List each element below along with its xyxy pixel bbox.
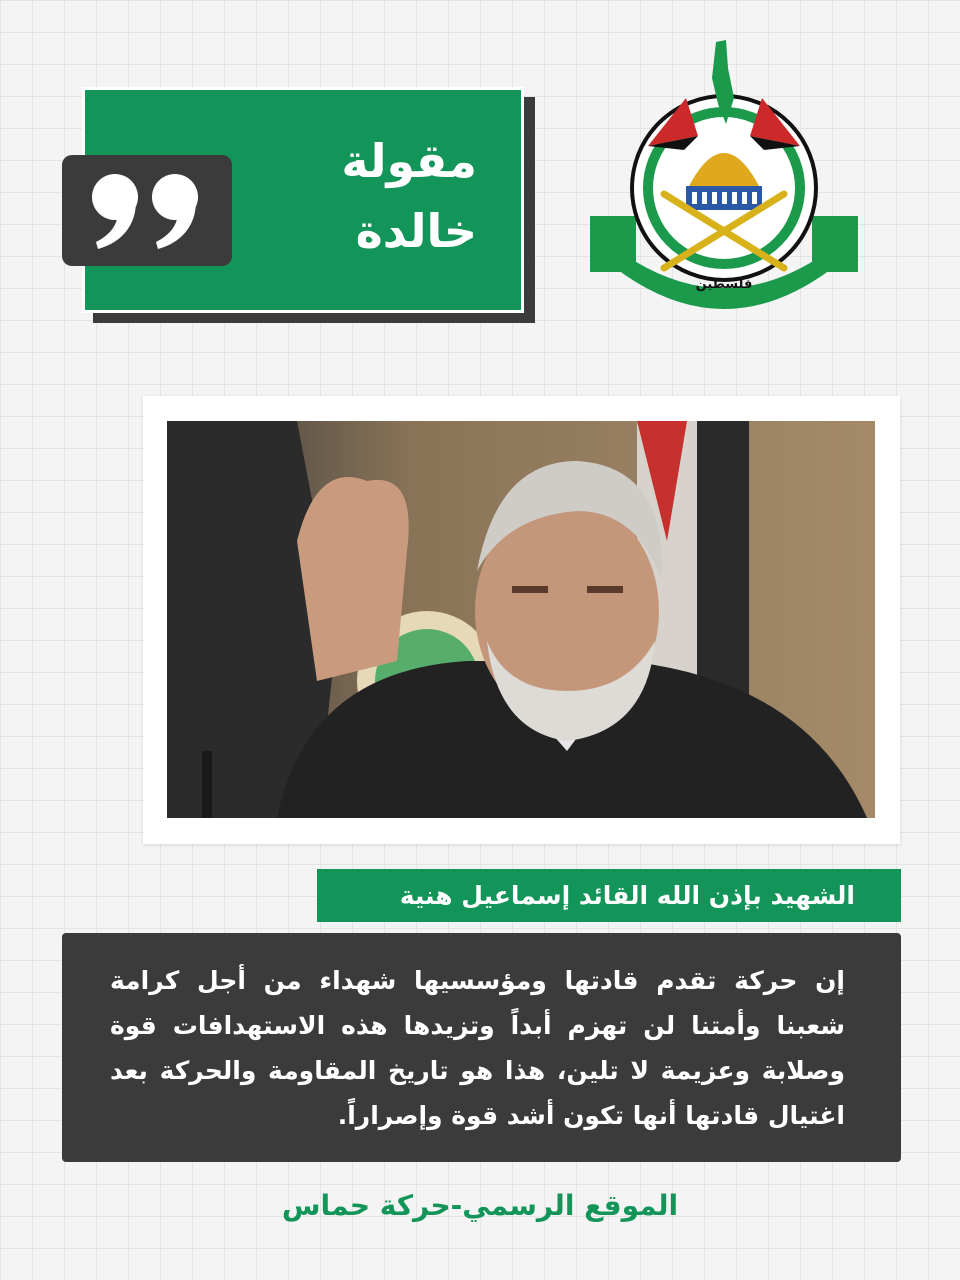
- speaker-name: الشهيد بإذن الله القائد إسماعيل هنية: [317, 869, 901, 922]
- portrait-illustration: [167, 421, 875, 818]
- emblem-map-label: فلسطين: [695, 277, 753, 292]
- double-quote-icon: [88, 171, 206, 251]
- quote-badge: [62, 155, 232, 266]
- source-credit: الموقع الرسمي-حركة حماس: [281, 1189, 679, 1222]
- portrait-photo: [167, 421, 875, 818]
- quote-text: إن حركة تقدم قادتها ومؤسسيها شهداء من أجل كرامة شعبنا وأمتنا لن تهزم أبداً وتزيدها هذه الاستهدافات قوة وصلابة وعزيمة لا تلين، هذا هو تاريخ المقاومة والحركة بعد اغتيال قادتها أنها تكون أشد قوة وإصراراً.: [110, 966, 845, 1130]
- movement-emblem-logo: [588, 38, 860, 338]
- photo-frame: [143, 396, 900, 844]
- page-title: [247, 126, 477, 266]
- title-line-1: مقولة: [341, 134, 477, 188]
- quote-box: [62, 933, 901, 1162]
- title-line-2: خالدة: [355, 204, 477, 258]
